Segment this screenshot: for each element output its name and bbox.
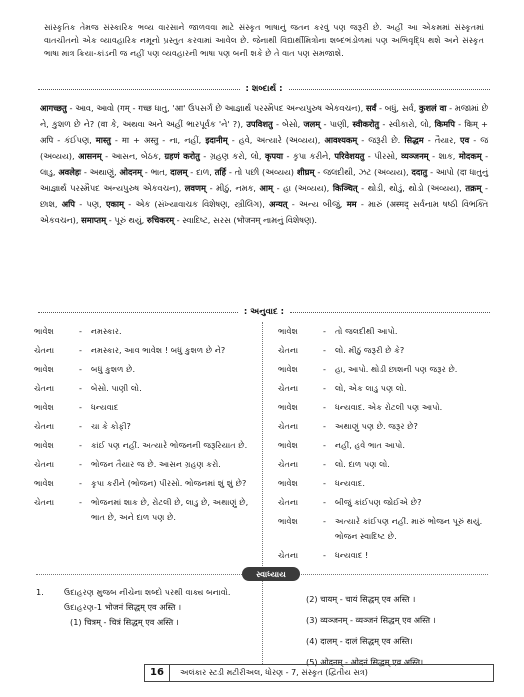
dash-separator: - bbox=[79, 402, 82, 412]
dialogue-line: બીજું કાંઈપણ જોઈએ છે? bbox=[335, 497, 422, 507]
dialogue-line: હા, આપો. થોડી છાશની પણ જરૂર છે. bbox=[335, 364, 458, 374]
vocab-word: मम bbox=[346, 199, 357, 209]
vocab-meaning: - પૂરું થયું, bbox=[108, 215, 145, 225]
speaker-name: ચેતના bbox=[34, 497, 55, 507]
dash-separator: - bbox=[323, 402, 326, 412]
vocab-meaning: - સ્વાદિષ્ટ, સરસ (भोजनम् નામનું વિશેષણ). bbox=[176, 215, 318, 225]
speaker-name: ભાવેશ bbox=[278, 364, 298, 374]
vocab-list bbox=[40, 100, 488, 228]
vocab-meaning: - ગ્રહણ કરો, લો, bbox=[203, 151, 262, 161]
dash-separator: - bbox=[79, 326, 82, 336]
vocab-heading-band bbox=[38, 82, 490, 96]
dash-separator: - bbox=[323, 497, 326, 507]
vocab-meaning: - મારું (अस्मद् સર્વનામ ષષ્ઠી વિભક્તિ એકવચન), bbox=[40, 199, 489, 225]
dash-separator: - bbox=[323, 326, 326, 336]
vocab-word: तक्रम् bbox=[465, 183, 482, 193]
dialogue-line: બધું કુશળ છે. bbox=[91, 364, 136, 374]
dialogue-row bbox=[34, 419, 252, 434]
speaker-name: ચેતના bbox=[278, 383, 299, 393]
dialogue-line: નમસ્કાર, આવ ભાવેશ ! બધું કુશળ છે ને? bbox=[91, 345, 226, 355]
dash-separator: - bbox=[323, 383, 326, 393]
vocab-meaning: - શાક, bbox=[432, 151, 456, 161]
vocab-word: दालम् bbox=[170, 167, 188, 177]
vocab-meaning: - દાળ, bbox=[190, 167, 212, 177]
speaker-name: ભાવેશ bbox=[34, 326, 54, 336]
dialogue-line: ધન્યવાદ. એક રોટલી પણ આપો. bbox=[335, 402, 443, 412]
dialogue-line: ભોજનમાં શાક છે, રોટલી છે, લાડુ છે, અથાણું છે, ભાત છે, અને દાળ પણ છે. bbox=[91, 497, 249, 522]
anuvad-heading-band bbox=[38, 305, 490, 319]
dash-separator: - bbox=[79, 383, 82, 393]
dialogue-row bbox=[34, 324, 252, 339]
page-number: 16 bbox=[145, 665, 170, 681]
vocab-word: सिद्धम bbox=[404, 135, 424, 145]
vocab-meaning: - થોડી, થોડું, થોડો (અવ્યય), bbox=[361, 183, 462, 193]
divider bbox=[38, 312, 238, 313]
vocab-meaning: - હા (અવ્યય), bbox=[276, 183, 330, 193]
vocab-meaning: - ભાત, bbox=[144, 167, 168, 177]
dash-separator: - bbox=[323, 550, 326, 560]
vocab-word: ग्रहणं करोतु bbox=[164, 151, 200, 161]
speaker-name: ચેતના bbox=[278, 459, 299, 469]
speaker-name: ચેતના bbox=[34, 383, 55, 393]
anuvad-heading: : અનુવાદ : bbox=[243, 307, 285, 317]
dialogue-line: ભોજન તૈયાર જ છે. આસન ગ્રહણ કરો. bbox=[91, 459, 221, 469]
exercise-instruction: ઉદાહરણ મુજબ નીચેના શબ્દો પરથી વાક્ય બનાવો. bbox=[64, 587, 231, 597]
dash-separator: - bbox=[323, 459, 326, 469]
dialogue-row bbox=[278, 457, 492, 472]
vocab-word: इदानीम् bbox=[205, 135, 228, 145]
dash-separator: - bbox=[79, 459, 82, 469]
vocab-word: एकाम् bbox=[105, 199, 125, 209]
vocab-meaning: - કૃપા કરીને, bbox=[286, 151, 331, 161]
vocab-word: किञ्चित् bbox=[332, 183, 358, 193]
divider bbox=[290, 312, 490, 313]
dialogue-row bbox=[278, 324, 492, 339]
vocab-word: आगच्छतु bbox=[40, 103, 67, 113]
vocab-word: आम् bbox=[259, 183, 273, 193]
speaker-name: ચેતના bbox=[34, 421, 55, 431]
vocab-meaning: - આસન, બેઠક, bbox=[105, 151, 162, 161]
footer-text: અલંકાર સ્ટડી મટીરીઅલ, ધોરણ - 7, સંસ્કૃત (દ્વિતીય સત્ર) bbox=[180, 668, 368, 677]
vocab-word: आवश्यकम् bbox=[324, 135, 358, 145]
answer-item: (2) चायम् - चायं सिद्धम् एव अस्ति । bbox=[306, 594, 416, 604]
dialogue-line: ધન્યવાદ. bbox=[335, 478, 366, 488]
exercise-number: 1. bbox=[36, 587, 44, 597]
dialogue-line: નહીં, હવે ભાત આપો. bbox=[335, 440, 405, 450]
vocab-meaning: - આપો (दा ધાતુનું આજ્ઞાર્થ પરસ્મૈપદ અન્યપુરુષ એકવચન), bbox=[40, 167, 489, 193]
speaker-name: ભાવેશ bbox=[278, 440, 298, 450]
dash-separator: - bbox=[79, 478, 82, 488]
vocab-heading: : શબ્દાર્થ : bbox=[245, 84, 283, 94]
vocab-meaning: - પીરસો, bbox=[367, 151, 398, 161]
vocab-word: कुशलं वा bbox=[418, 103, 447, 113]
dialogue-line: અથાણું પણ છે. જરૂર છે? bbox=[335, 421, 418, 431]
dash-separator: - bbox=[323, 440, 326, 450]
vocab-word: अपि bbox=[61, 199, 75, 209]
vocab-word: समाप्तम् bbox=[81, 215, 107, 225]
vocab-word: ददातु bbox=[411, 167, 428, 177]
answer-item: (4) दालम् - दालं सिद्धम् एव अस्ति। bbox=[306, 636, 413, 646]
speaker-name: ભાવેશ bbox=[278, 326, 298, 336]
answer-item: (5) ओदनम् - ओदनं सिद्धम् एव अस्ति। bbox=[306, 657, 424, 667]
dialogue-line: લો. મીઠું જરૂરી છે કે? bbox=[335, 345, 405, 355]
answer-item: (3) व्यञ्जनम् - व्यञ्जनं सिद्धम् एव अस्ति । bbox=[306, 615, 436, 625]
column-divider bbox=[262, 322, 263, 664]
dash-separator: - bbox=[79, 440, 82, 450]
dialogue-line: તો જલદીથી આપો. bbox=[335, 326, 398, 336]
vocab-word: कृपया bbox=[264, 151, 284, 161]
vocab-word: तर्हि bbox=[214, 167, 226, 177]
vocab-word: एव bbox=[460, 135, 470, 145]
speaker-name: ભાવેશ bbox=[278, 402, 298, 412]
speaker-name: ભાવેશ bbox=[34, 478, 54, 488]
vocab-meaning: - પાણી, bbox=[323, 119, 350, 129]
intro-paragraph: સાંસ્કૃતિક તેમજ સંસ્કારિક ભવ્ય વારસાને જાળવવા માટે સંસ્કૃત ભાષાનું જતન કરવું પણ જરૂરી છે. અહીં આ એકમમાં સંસ્કૃતમાં વાતચીતનો એક વ્યાવહારિક નમૂનો પ્રસ્તુત કરવામાં આવેલ છે. જેનાથી વિદ્યાર્થીમિત્રોના શબ્દભંડોળમાં પણ અભિવૃદ્ધિ થશે અને સંસ્કૃત ભાષા માત્ર ક્રિયા-કાંડની જ નહીં પણ વ્યવહારની ભાષા પણ બની શકે છે તે વાત પણ સમજાશે. bbox=[44, 22, 484, 59]
vocab-meaning: - લાડુ, bbox=[40, 151, 489, 177]
dialogue-row bbox=[278, 548, 492, 563]
speaker-name: ચેતના bbox=[34, 459, 55, 469]
vocab-word: रुचिकरम् bbox=[146, 215, 175, 225]
dialogue-row bbox=[278, 495, 492, 510]
vocab-meaning: - હવે, અત્યારે (અવ્યય), bbox=[231, 135, 321, 145]
dialogue-line: કૃપા કરીને (ભોજન) પીરસો. ભોજનમાં શું શું છે? bbox=[91, 478, 247, 488]
divider bbox=[38, 89, 240, 90]
dash-separator: - bbox=[323, 364, 326, 374]
dialogue-row bbox=[34, 343, 252, 358]
dialogue-row bbox=[34, 400, 252, 415]
speaker-name: ચેતના bbox=[278, 497, 299, 507]
vocab-meaning: - આવ, આવો (गम् - गच्छ ધાતુ, 'आ' ઉપસર્ગ છે આજ્ઞાર્થ પરસ્મૈપદ અન્યપુરુષ એકવચન), bbox=[69, 103, 364, 113]
dash-separator: - bbox=[79, 364, 82, 374]
dialogue-left-column bbox=[34, 324, 252, 529]
dialogue-line: કાંઈ પણ નહીં. અત્યારે ભોજનની જરૂરિયાત છે. bbox=[91, 440, 248, 450]
speaker-name: ભાવેશ bbox=[34, 402, 54, 412]
dash-separator: - bbox=[79, 421, 82, 431]
exercise-item-1: (1) चित्रम् - चित्रं सिद्धम् एव अस्ति । bbox=[70, 617, 179, 627]
vocab-meaning: - તો પછી (અવ્યય) bbox=[228, 167, 295, 177]
dialogue-line: નમસ્કાર. bbox=[91, 326, 122, 336]
speaker-name: ચેતના bbox=[278, 421, 299, 431]
vocab-word: सर्वं bbox=[365, 103, 377, 113]
speaker-name: ભાવેશ bbox=[34, 440, 54, 450]
dash-separator: - bbox=[323, 516, 326, 526]
dialogue-row bbox=[34, 438, 252, 453]
vocab-meaning: - પણ, bbox=[79, 199, 102, 209]
dialogue-row bbox=[34, 495, 252, 525]
vocab-meaning: - બેસો, bbox=[275, 119, 301, 129]
vocab-meaning: - જરૂરી છે. bbox=[361, 135, 401, 145]
dialogue-row bbox=[34, 362, 252, 377]
vocab-meaning: - જલદીથી, ઝટ (અવ્યય), bbox=[317, 167, 409, 177]
dialogue-row bbox=[34, 476, 252, 491]
vocab-word: लवणम् bbox=[184, 183, 206, 193]
vocab-word: उपविशतु bbox=[246, 119, 273, 129]
dialogue-line: ધન્યવાદ bbox=[91, 402, 119, 412]
speaker-name: ભાવેશ bbox=[278, 478, 298, 488]
dialogue-line: બેસો. પાણી લો. bbox=[91, 383, 142, 393]
vocab-meaning: - એક (સંખ્યાવાચક વિશેષણ, સ્ત્રીલિંગ), bbox=[128, 199, 265, 209]
dialogue-line: ધન્યવાદ ! bbox=[335, 550, 369, 560]
dash-separator: - bbox=[79, 345, 82, 355]
divider bbox=[289, 89, 491, 90]
vocab-word: स्वीकरोतु bbox=[352, 119, 380, 129]
dialogue-row bbox=[278, 476, 492, 491]
vocab-word: जलम् bbox=[303, 119, 321, 129]
dialogue-line: અત્યારે કાંઈપણ નહીં. મારું ભોજન પૂરું થયું. ભોજન સ્વાદિષ્ટ છે. bbox=[335, 516, 483, 541]
dialogue-right-column bbox=[278, 324, 492, 567]
dialogue-row bbox=[278, 419, 492, 434]
dialogue-row bbox=[278, 362, 492, 377]
vocab-word: मास्तु bbox=[95, 135, 111, 145]
dialogue-row bbox=[278, 438, 492, 453]
vocab-word: आसनम् bbox=[78, 151, 102, 161]
dialogue-row bbox=[278, 343, 492, 358]
vocab-meaning: - બધું, સર્વ, bbox=[378, 103, 417, 113]
dialogue-line: ચા કે કોફી? bbox=[91, 421, 131, 431]
dash-separator: - bbox=[323, 345, 326, 355]
vocab-meaning: - મીઠું, નમક, bbox=[209, 183, 256, 193]
vocab-meaning: - તૈયાર, bbox=[427, 135, 456, 145]
vocab-meaning: - મજામાં છે ને, કુશળ છે ને? (वा કે, અથવા અને અહીં ભારપૂર્વક 'ને' ?), bbox=[40, 103, 489, 129]
exercise-block bbox=[36, 585, 262, 630]
vocab-word: मोदकम् bbox=[458, 151, 482, 161]
vocab-word: व्यञ्जनम् bbox=[401, 151, 429, 161]
vocab-word: ओदनम् bbox=[119, 167, 142, 177]
vocab-meaning: - किम् + अपि - કંઈપણ, bbox=[40, 119, 488, 145]
vocab-meaning: - અથાણું, bbox=[83, 167, 117, 177]
speaker-name: ભાવેશ bbox=[34, 364, 54, 374]
dialogue-row bbox=[278, 514, 492, 544]
dash-separator: - bbox=[323, 478, 326, 488]
vocab-word: अन्यत् bbox=[269, 199, 288, 209]
speaker-name: ભાવેશ bbox=[278, 516, 298, 526]
dialogue-row bbox=[34, 457, 252, 472]
vocab-word: शीघ्रम् bbox=[296, 167, 315, 177]
dialogue-row bbox=[34, 381, 252, 396]
vocab-word: अवलेहः bbox=[58, 167, 81, 177]
svadhyay-badge: સ્વાધ્યાય bbox=[242, 567, 300, 581]
page-footer bbox=[144, 664, 494, 682]
vocab-meaning: - જ (અવ્યય), bbox=[40, 135, 489, 161]
exercise-example: ઉદાહરણ-1 भोजनं सिद्धम् एव अस्ति । bbox=[64, 602, 182, 612]
vocab-meaning: - અન્ય બીજું, bbox=[291, 199, 343, 209]
vocab-word: परिवेशयतु bbox=[334, 151, 365, 161]
vocab-meaning: - સ્વીકારો, લો, bbox=[382, 119, 432, 129]
vocab-meaning: - છાશ, bbox=[40, 183, 489, 209]
dialogue-line: લો, એક લાડુ પણ લો. bbox=[335, 383, 407, 393]
dialogue-row bbox=[278, 400, 492, 415]
answers-list bbox=[306, 589, 492, 673]
dialogue-row bbox=[278, 381, 492, 396]
dash-separator: - bbox=[323, 421, 326, 431]
vocab-meaning: - मा + अस्तु - ના, નહીં, bbox=[114, 135, 202, 145]
dialogue-line: લો. દાળ પણ લો. bbox=[335, 459, 390, 469]
vocab-word: किमपि bbox=[434, 119, 455, 129]
speaker-name: ચેતના bbox=[34, 345, 55, 355]
speaker-name: ચેતના bbox=[278, 345, 299, 355]
speaker-name: ચેતના bbox=[278, 550, 299, 560]
dash-separator: - bbox=[79, 497, 82, 507]
